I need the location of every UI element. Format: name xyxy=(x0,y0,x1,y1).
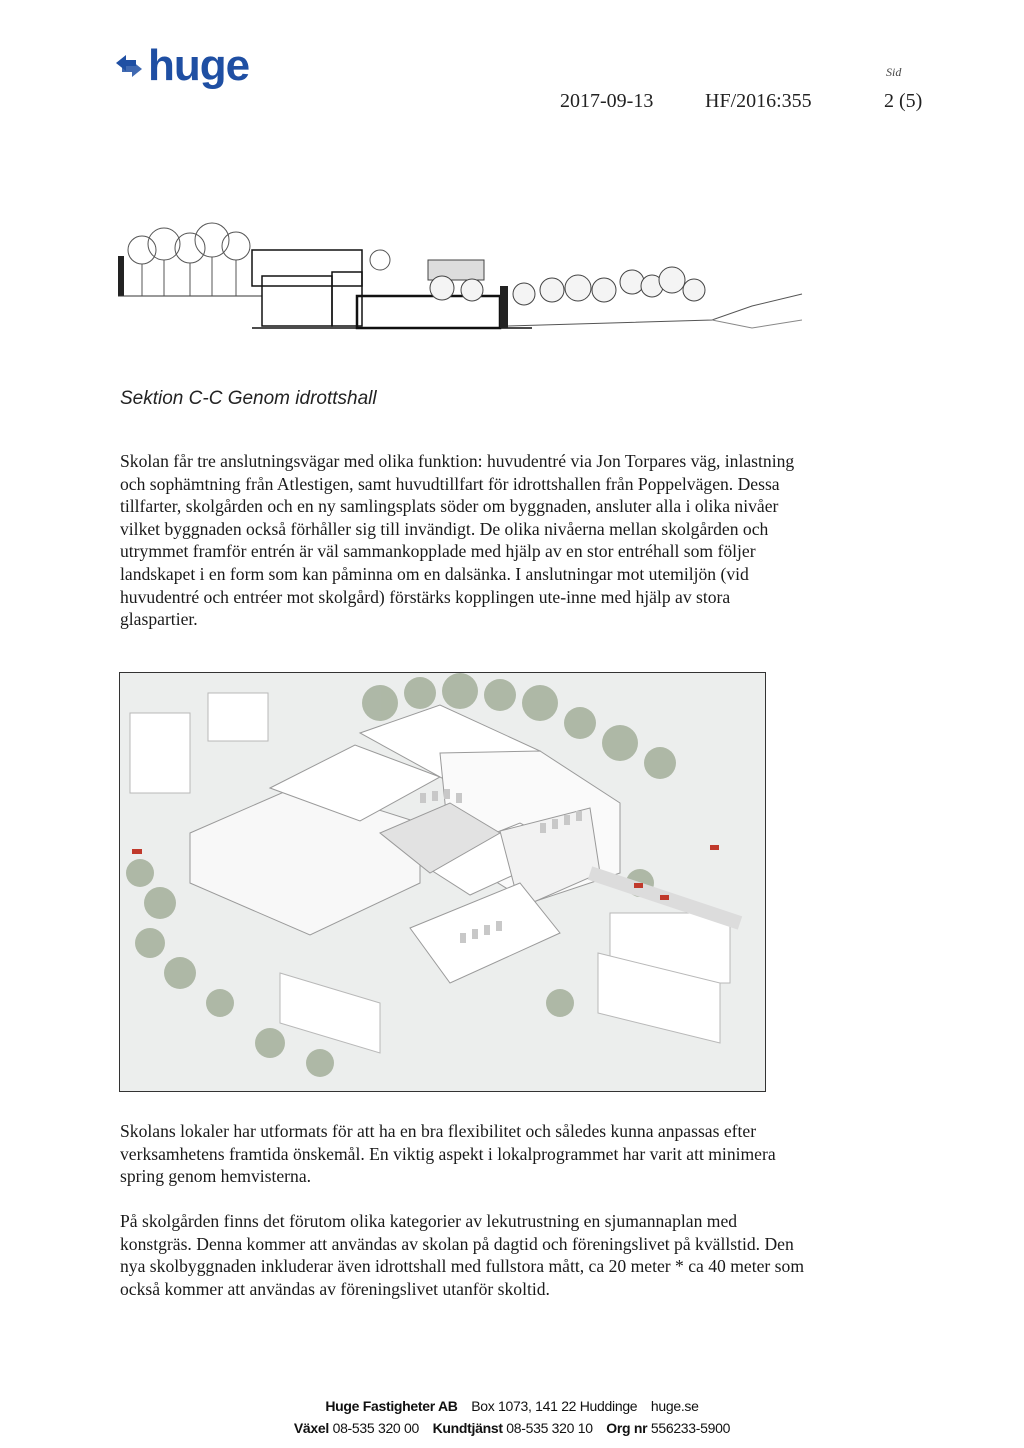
footer-line-2 xyxy=(0,1420,1024,1436)
footer-service: 08-535 320 10 xyxy=(506,1420,593,1436)
page-label: Sid xyxy=(886,65,902,79)
document-reference: HF/2016:355 xyxy=(705,90,812,112)
footer-address: Box 1073, 141 22 Huddinge xyxy=(471,1398,638,1414)
footer-switchboard: 08-535 320 00 xyxy=(332,1420,419,1436)
logo-text: huge xyxy=(148,41,250,90)
footer-org: 556233-5900 xyxy=(650,1420,731,1436)
school-render-illustration xyxy=(119,672,766,1092)
document-date: 2017-09-13 xyxy=(560,90,654,112)
footer-company: Huge Fastigheter AB xyxy=(325,1398,458,1414)
body-paragraph-1: Skolan får tre anslutningsvägar med olika funktion: huvudentré via Jon Torpares väg, inlastning och sophämtning från Atlestigen, samt huvudtillfart för idrottshallen från Poppelvägen. Dessa tillfarter, skolgården och en ny samlingsplats söder om byggnaden, ansluter alla i olika nivåer vilket byggnaden också förhåller sig till invändigt. De olika nivåerna mellan skolgården och utrymmet framför entrén är väl sammankopplade med hjälp av en stor entréhall som följer landskapet i en form som kan påminna om en dalsänka. I anslutningar mot utemiljön (vid huvudentré och entréer mot skolgård) förstärks kopplingen ute-inne med hjälp av stora glaspartier. xyxy=(120,451,795,630)
body-paragraph-3: På skolgården finns det förutom olika kategorier av lekutrustning en sjumannaplan med konstgräs. Denna kommer att användas av skolan på dagtid och föreningslivet på kvällstid. Den nya skolbyggnaden inkluderar även idrottshall med fullstora mått, ca 20 meter * ca 40 meter som också kommer att användas av föreningslivet utanför skoltid. xyxy=(120,1211,804,1299)
footer-line-1 xyxy=(0,1398,1024,1414)
huge-logo xyxy=(112,41,250,90)
huge-logo-icon xyxy=(112,49,146,83)
page-number: 2 (5) xyxy=(884,90,923,112)
footer-org-label: Org nr xyxy=(606,1420,648,1436)
section-drawing xyxy=(112,210,812,350)
footer-service-label: Kundtjänst xyxy=(432,1420,503,1436)
footer-website[interactable]: huge.se xyxy=(650,1398,699,1414)
footer-switchboard-label: Växel xyxy=(293,1420,329,1436)
body-paragraph-2: Skolans lokaler har utformats för att ha en bra flexibilitet och således kunna anpassas efter verksamhetens framtida önskemål. En viktig aspekt i lokalprogrammet har varit att minimera spring genom hemvisterna. xyxy=(120,1121,776,1187)
figure-caption: Sektion C-C Genom idrottshall xyxy=(120,388,377,409)
